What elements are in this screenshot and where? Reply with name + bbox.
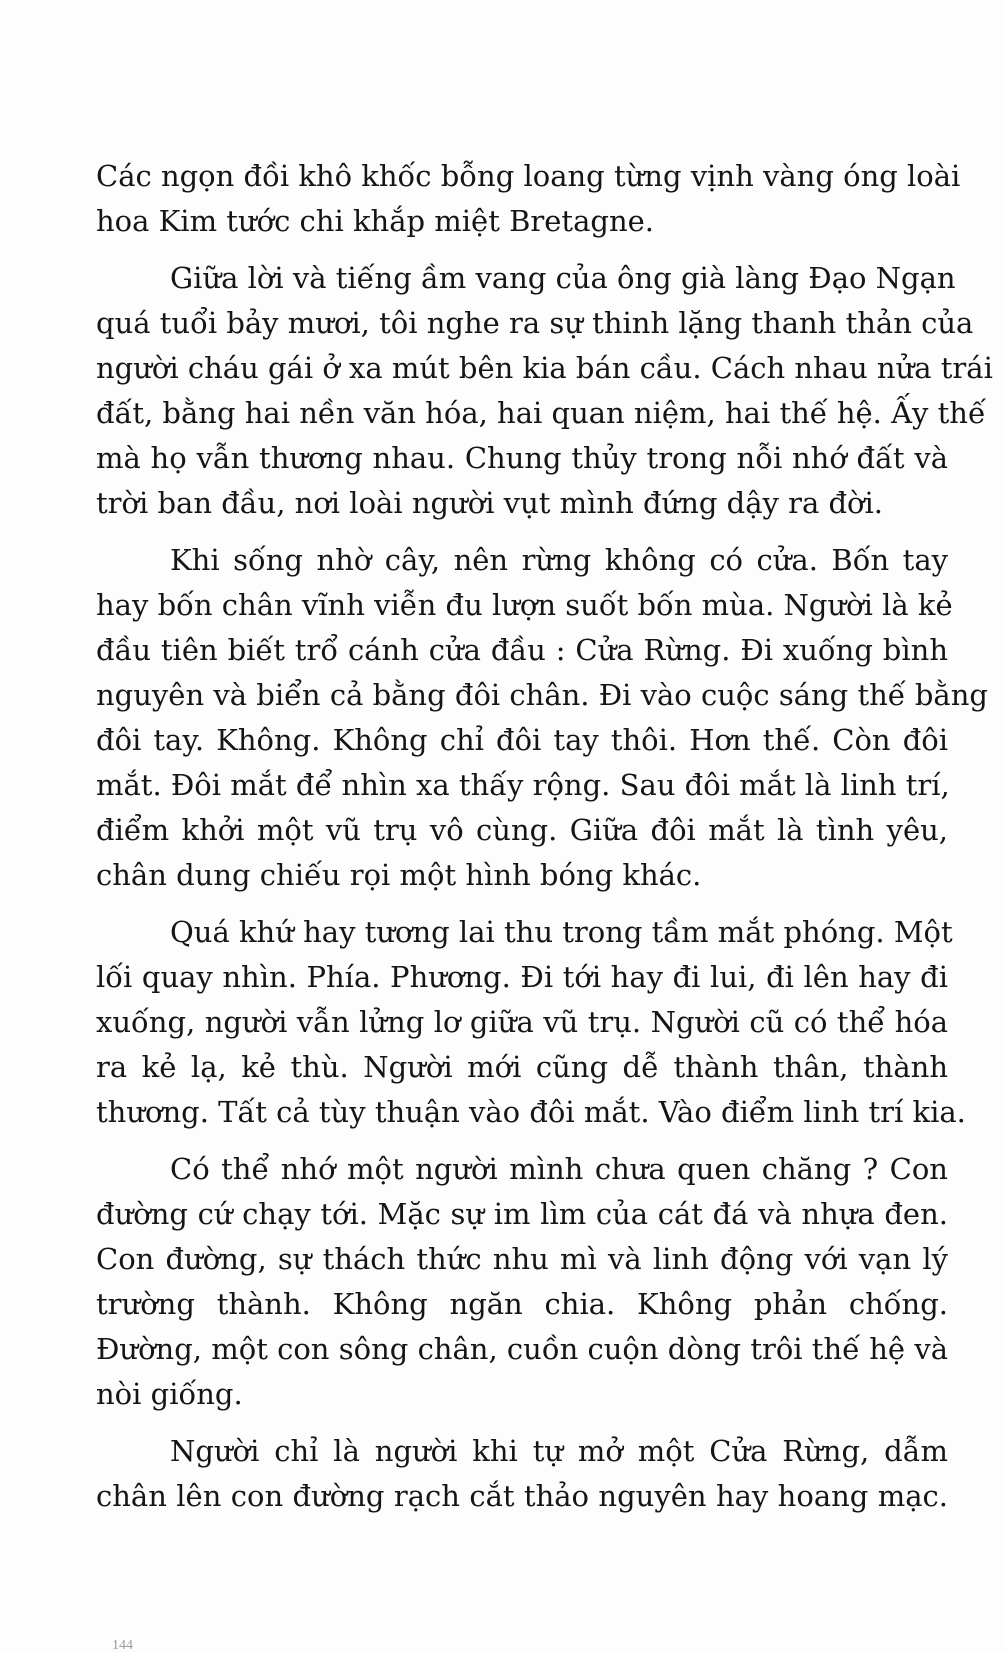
text-line: thương. Tất cả tùy thuận vào đôi mắt. Vào điểm linh trí kia.: [96, 1095, 966, 1129]
text-line: người cháu gái ở xa mút bên kia bán cầu. Cách nhau nửa trái: [96, 351, 993, 385]
text-line: đầu tiên biết trổ cánh cửa đầu : Cửa Rừng. Đi xuống bình: [96, 633, 948, 667]
paragraph-5: [96, 1147, 948, 1417]
text-line: chân dung chiếu rọi một hình bóng khác.: [96, 858, 702, 892]
text-line: nguyên và biển cả bằng đôi chân. Đi vào cuộc sáng thế bằng: [96, 678, 988, 712]
paragraph-1: [96, 154, 961, 244]
text-line: đôi tay. Không. Không chỉ đôi tay thôi. Hơn thế. Còn đôi: [96, 723, 948, 757]
text-line: đường cứ chạy tới. Mặc sự im lìm của cát đá và nhựa đen.: [96, 1197, 948, 1231]
text-line: quá tuổi bảy mươi, tôi nghe ra sự thinh lặng thanh thản của: [96, 306, 974, 340]
paragraph-6: [96, 1429, 948, 1519]
text-line: Giữa lời và tiếng ầm vang của ông già làng Đạo Ngạn: [170, 261, 956, 295]
text-line: Có thể nhớ một người mình chưa quen chăng ? Con: [170, 1152, 948, 1186]
paragraph-3: [96, 538, 988, 898]
text-line: trời ban đầu, nơi loài người vụt mình đứng dậy ra đời.: [96, 486, 884, 520]
text-line: Con đường, sự thách thức nhu mì và linh động với vạn lý: [96, 1242, 948, 1276]
text-line: chân lên con đường rạch cắt thảo nguyên hay hoang mạc.: [96, 1479, 948, 1513]
text-line: Khi sống nhờ cây, nên rừng không có cửa. Bốn tay: [170, 543, 948, 577]
text-line: lối quay nhìn. Phía. Phương. Đi tới hay đi lui, đi lên hay đi: [96, 960, 948, 994]
text-line: mà họ vẫn thương nhau. Chung thủy trong nỗi nhớ đất và: [96, 441, 948, 475]
text-line: Đường, một con sông chân, cuồn cuộn dòng trôi thế hệ và: [96, 1332, 948, 1366]
text-line: ra kẻ lạ, kẻ thù. Người mới cũng dễ thành thân, thành: [96, 1050, 948, 1084]
text-line: nòi giống.: [96, 1377, 243, 1411]
text-line: Các ngọn đồi khô khốc bỗng loang từng vịnh vàng óng loài: [96, 159, 961, 193]
text-line: điểm khởi một vũ trụ vô cùng. Giữa đôi mắt là tình yêu,: [96, 813, 948, 847]
paragraph-2: [96, 256, 993, 526]
text-line: xuống, người vẫn lửng lơ giữa vũ trụ. Người cũ có thể hóa: [96, 1005, 948, 1039]
text-line: Người chỉ là người khi tự mở một Cửa Rừng, dẫm: [170, 1434, 948, 1468]
body-text: [96, 154, 993, 1531]
text-line: trường thành. Không ngăn chia. Không phản chống.: [96, 1287, 948, 1321]
text-line: Quá khứ hay tương lai thu trong tầm mắt phóng. Một: [170, 915, 953, 949]
page-number: 144: [112, 1638, 133, 1653]
text-line: hoa Kim tước chi khắp miệt Bretagne.: [96, 204, 654, 238]
text-line: hay bốn chân vĩnh viễn đu lượn suốt bốn mùa. Người là kẻ: [96, 588, 953, 622]
text-line: mắt. Đôi mắt để nhìn xa thấy rộng. Sau đôi mắt là linh trí,: [96, 768, 950, 802]
paragraph-4: [96, 910, 966, 1135]
text-line: đất, bằng hai nền văn hóa, hai quan niệm, hai thế hệ. Ấy thế: [96, 396, 986, 430]
